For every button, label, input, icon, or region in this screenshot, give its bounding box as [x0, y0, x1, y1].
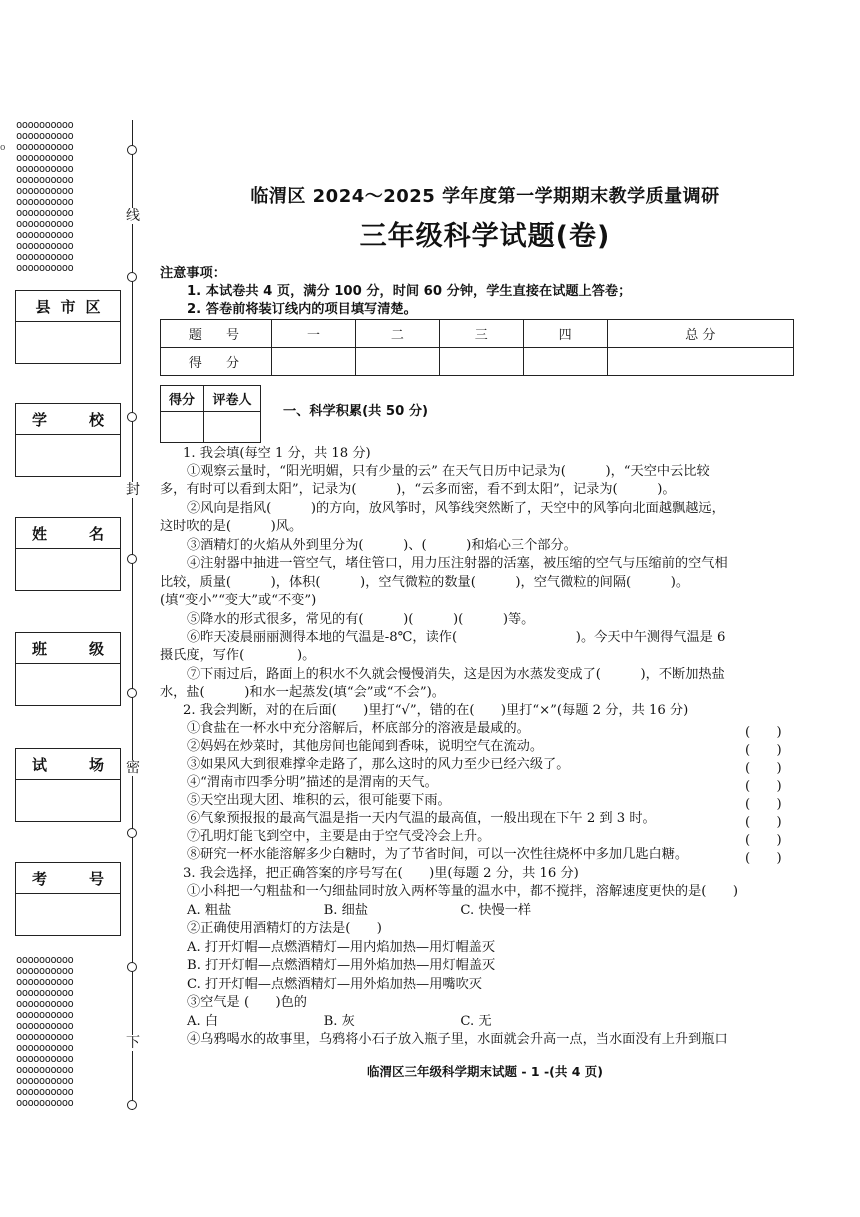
notice-heading: 注意事项：: [160, 266, 226, 281]
answer-paren[interactable]: ( ): [745, 761, 782, 776]
q2-item: ①食盐在一杯水中充分溶解后，杯底部分的溶液是最咸的。: [187, 721, 530, 736]
score-header-cell: 一: [272, 320, 356, 348]
score-header-cell: 四: [523, 320, 607, 348]
binding-char-mi: 密: [126, 760, 140, 776]
q2-item: ④“渭南市四季分明”描述的是渭南的天气。: [187, 775, 438, 790]
section-title: 一、科学积累(共 50 分): [283, 404, 429, 419]
q3-line: ②正确使用酒精灯的方法是( ): [187, 921, 382, 936]
q3-line: ③空气是 ( )色的: [187, 995, 307, 1010]
score-cell[interactable]: [607, 348, 793, 376]
answer-paren[interactable]: ( ): [745, 743, 782, 758]
notice-item: 2. 答卷前将装订线内的项目填写清楚。: [187, 302, 417, 317]
q2-item: ⑤天空出现大团、堆积的云，很可能要下雨。: [187, 793, 451, 808]
score-cell[interactable]: [523, 348, 607, 376]
field-input[interactable]: [16, 322, 120, 363]
q1-line: 摄氏度，写作( )。: [160, 648, 316, 663]
binding-hole: [127, 272, 137, 282]
q1-line: 这时吹的是( )风。: [160, 519, 303, 534]
q2-item: ②妈妈在炒菜时，其他房间也能闻到香味，说明空气在流动。: [187, 739, 544, 754]
answer-paren[interactable]: ( ): [745, 851, 782, 866]
field-input[interactable]: [16, 894, 120, 935]
field-input[interactable]: [16, 549, 120, 590]
field-label: 名: [88, 524, 104, 543]
field-label: 号: [88, 869, 104, 888]
field-label: 学: [32, 410, 48, 429]
q3-option: A. 粗盐 B. 细盐 C. 快慢一样: [187, 903, 532, 918]
dot-pattern-bottom: oooooooooo oooooooooo oooooooooo oooooooooo oooooooooo oooooooooo oooooooooo oooooooooo oooooooooo oooooooooo oooooooooo oooooooooo oooooooooo oooooooooo: [16, 954, 74, 1109]
field-label: 区: [85, 297, 101, 316]
q3-heading: 3. 我会选择，把正确答案的序号写在( )里(每题 2 分，共 16 分): [183, 866, 579, 881]
score-table: [160, 319, 794, 376]
binding-hole: [127, 688, 137, 698]
score-header-cell: 三: [439, 320, 523, 348]
q1-line: ④注射器中抽进一管空气，堵住管口，用力压注射器的活塞，被压缩的空气与压缩前的空气相: [187, 556, 728, 571]
score-header-cell: 二: [355, 320, 439, 348]
q2-item: ⑦孔明灯能飞到空中，主要是由于空气受冷会上升。: [187, 829, 491, 844]
q1-line: 水，盐( )和水一起蒸发(填“会”或“不会”)。: [160, 685, 445, 700]
field-label: 县: [35, 297, 51, 316]
binding-char-feng: 封: [126, 482, 140, 498]
field-label: 校: [88, 410, 104, 429]
binding-hole: [127, 962, 137, 972]
q3-option: B. 打开灯帽—点燃酒精灯—用外焰加热—用灯帽盖灭: [187, 958, 496, 973]
q3-option: A. 白 B. 灰 C. 无: [187, 1014, 492, 1029]
q1-line: 多，有时可以看到太阳”，记录为( )，“云多而密，看不到太阳”，记录为( )。: [160, 482, 676, 497]
answer-paren[interactable]: ( ): [745, 815, 782, 830]
grader-score-label: 得分: [161, 386, 204, 412]
q1-line: ②风向是指风( )的方向，放风筝时，风筝线突然断了，天空中的风筝向北面越飘越远，: [187, 501, 725, 516]
binding-hole: [127, 412, 137, 422]
score-cell[interactable]: [272, 348, 356, 376]
binding-char-xia: 下: [126, 1035, 140, 1051]
grader-name-label: 评卷人: [204, 386, 261, 412]
q2-item: ⑧研究一杯水能溶解多少白糖时，为了节省时间，可以一次性往烧杯中多加几匙白糖。: [187, 847, 689, 862]
field-label: 姓: [32, 524, 48, 543]
field-room[interactable]: [15, 748, 121, 822]
q1-line: ⑥昨天凌晨丽丽测得本地的气温是-8℃，读作( )。今天中午测得气温是 6: [187, 630, 726, 645]
grader-box: [160, 385, 261, 443]
answer-paren[interactable]: ( ): [745, 797, 782, 812]
field-input[interactable]: [16, 780, 120, 821]
answer-paren[interactable]: ( ): [745, 725, 782, 740]
field-input[interactable]: [16, 435, 120, 476]
margin-mark: o: [0, 143, 6, 153]
field-exam-number[interactable]: [15, 862, 121, 936]
exam-title: 临渭区 2024～2025 学年度第一学期期末教学质量调研: [250, 186, 720, 207]
field-label: 试: [32, 755, 48, 774]
field-label: 考: [32, 869, 48, 888]
field-class[interactable]: [15, 632, 121, 706]
score-header-cell: 总 分: [607, 320, 793, 348]
field-school[interactable]: [15, 403, 121, 477]
score-row-label: 得 分: [161, 348, 272, 376]
grader-score-cell[interactable]: [161, 412, 204, 443]
field-county[interactable]: [15, 290, 121, 364]
q3-line: ④乌鸦喝水的故事里，乌鸦将小石子放入瓶子里，水面就会升高一点，当水面没有上升到瓶口: [187, 1032, 728, 1047]
q2-item: ⑥气象预报报的最高气温是指一天内气温的最高值，一般出现在下午 2 到 3 时。: [187, 811, 656, 826]
q1-line: 比较，质量( )，体积( )，空气微粒的数量( )，空气微粒的间隔( )。: [160, 575, 690, 590]
field-label: 班: [32, 639, 48, 658]
q1-line: ①观察云量时，“阳光明媚，只有少量的云” 在天气日历中记录为( )，“天空中云比较: [187, 464, 710, 479]
field-label: 场: [88, 755, 104, 774]
q1-line: ③酒精灯的火焰从外到里分为( )、( )和焰心三个部分。: [187, 538, 577, 553]
field-name[interactable]: [15, 517, 121, 591]
notice-item: 1. 本试卷共 4 页，满分 100 分，时间 60 分钟，学生直接在试题上答卷；: [187, 284, 632, 299]
binding-hole: [127, 554, 137, 564]
field-label: 级: [88, 639, 104, 658]
q1-line: (填“变小”“变大”或“不变”): [160, 593, 317, 608]
answer-paren[interactable]: ( ): [745, 779, 782, 794]
binding-hole: [127, 828, 137, 838]
field-label: 市: [60, 297, 76, 316]
score-header-cell: 题 号: [161, 320, 272, 348]
dot-pattern-top: oooooooooo oooooooooo oooooooooo oooooooooo oooooooooo oooooooooo oooooooooo oooooooooo oooooooooo oooooooooo oooooooooo oooooooooo oooooooooo oooooooooo: [16, 119, 74, 274]
q1-heading: 1. 我会填(每空 1 分，共 18 分): [183, 446, 371, 461]
score-cell[interactable]: [355, 348, 439, 376]
exam-subtitle: 三年级科学试题(卷): [359, 221, 611, 252]
page-footer: 临渭区三年级科学期末试题 - 1 -(共 4 页): [367, 1064, 603, 1079]
q1-line: ⑦下雨过后，路面上的积水不久就会慢慢消失，这是因为水蒸发变成了( )，不断加热盐: [187, 667, 725, 682]
binding-char-xian: 线: [126, 208, 140, 224]
q1-line: ⑤降水的形式很多，常见的有( )( )( )等。: [187, 612, 535, 627]
grader-name-cell[interactable]: [204, 412, 261, 443]
q2-item: ③如果风大到很难撑伞走路了，那么这时的风力至少已经六级了。: [187, 757, 570, 772]
answer-paren[interactable]: ( ): [745, 833, 782, 848]
q2-heading: 2. 我会判断，对的在后面( )里打“√”，错的在( )里打“×”(每题 2 分，共 16 分): [183, 703, 689, 718]
q3-option: A. 打开灯帽—点燃酒精灯—用内焰加热—用灯帽盖灭: [187, 940, 496, 955]
binding-hole: [127, 1100, 137, 1110]
q3-line: ①小科把一勺粗盐和一勺细盐同时放入两杯等量的温水中，都不搅拌，溶解速度更快的是( ): [187, 884, 738, 899]
field-input[interactable]: [16, 664, 120, 705]
q3-option: C. 打开灯帽—点燃酒精灯—用外焰加热—用嘴吹灭: [187, 977, 482, 992]
score-cell[interactable]: [439, 348, 523, 376]
binding-hole: [127, 145, 137, 155]
